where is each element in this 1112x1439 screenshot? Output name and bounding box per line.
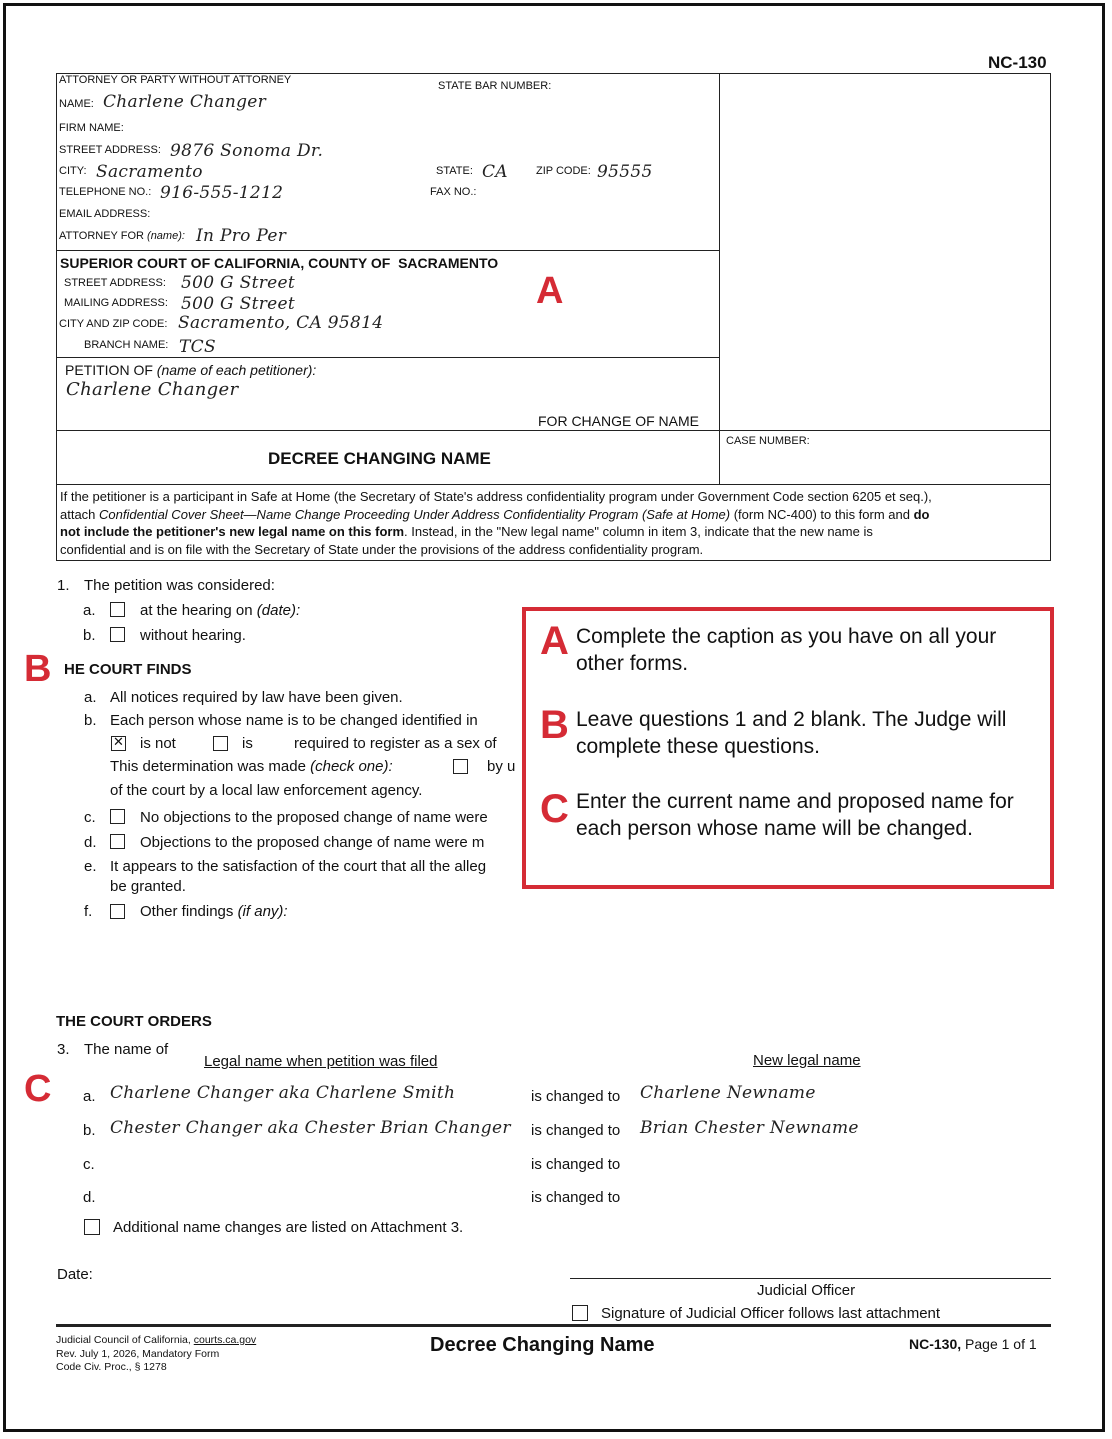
- orders-text: The name of: [84, 1041, 169, 1058]
- item1a-checkbox[interactable]: [110, 602, 125, 617]
- finding-b-isnot: is not: [140, 735, 176, 752]
- additional-names-text: Additional name changes are listed on Attachment 3.: [113, 1219, 464, 1236]
- callout-b-text: Leave questions 1 and 2 blank. The Judge will complete these questions.: [576, 708, 1007, 758]
- order-row-b-new[interactable]: Brian Chester Newname: [640, 1118, 859, 1138]
- caption-mid-line: [719, 73, 720, 484]
- callout-a-letter: A: [540, 619, 569, 663]
- signature-follows-checkbox[interactable]: [572, 1305, 588, 1321]
- order-row-b-legal[interactable]: Chester Changer aka Chester Brian Changer: [110, 1118, 511, 1138]
- order-row-a-new[interactable]: Charlene Newname: [640, 1083, 816, 1103]
- footer-page: NC-130, Page 1 of 1: [909, 1336, 1037, 1352]
- attorney-for-value[interactable]: In Pro Per: [196, 226, 287, 246]
- item1a-text: at the hearing on (date):: [140, 602, 301, 619]
- finding-b-is: is: [242, 735, 253, 752]
- footer-title: Decree Changing Name: [430, 1334, 655, 1356]
- finding-d-letter: d.: [84, 834, 97, 851]
- callout-b-letter: B: [540, 703, 569, 747]
- finding-e-text-2: be granted.: [110, 878, 186, 895]
- finding-b-determination: This determination was made (check one):: [110, 758, 393, 775]
- finding-f-text: Other findings (if any):: [140, 903, 288, 920]
- footer-revision: Rev. July 1, 2026, Mandatory Form: [56, 1347, 220, 1360]
- item1a-letter: a.: [83, 602, 96, 619]
- date-label: Date:: [57, 1266, 93, 1283]
- order-row-d-changed: is changed to: [531, 1189, 621, 1206]
- zip-label: ZIP CODE:: [536, 165, 591, 177]
- caption-left-line: [56, 73, 57, 484]
- branch-value[interactable]: TCS: [179, 337, 216, 357]
- court-street-label: STREET ADDRESS:: [64, 277, 166, 289]
- finding-c-letter: c.: [84, 809, 96, 826]
- judicial-officer-label: Judicial Officer: [757, 1282, 856, 1299]
- finding-c-text: No objections to the proposed change of name were: [140, 809, 488, 826]
- zip-value[interactable]: 95555: [597, 162, 653, 182]
- name-label: NAME:: [59, 98, 94, 110]
- court-mailing-label: MAILING ADDRESS:: [64, 297, 168, 309]
- phone-label: TELEPHONE NO.:: [59, 186, 152, 198]
- finding-b-letter: b.: [84, 712, 97, 729]
- footer-code: Code Civ. Proc., § 1278: [56, 1361, 167, 1373]
- city-value[interactable]: Sacramento: [96, 162, 203, 182]
- finding-f-checkbox[interactable]: [110, 904, 125, 919]
- court-city-value[interactable]: Sacramento, CA 95814: [178, 313, 384, 333]
- finding-b-is-checkbox[interactable]: [213, 736, 228, 751]
- orders-heading: THE COURT ORDERS: [56, 1013, 212, 1030]
- finding-b-text: Each person whose name is to be changed identified in: [110, 712, 478, 729]
- instructions-callout: [522, 607, 1054, 889]
- order-row-a-letter: a.: [83, 1088, 96, 1105]
- court-city-label: CITY AND ZIP CODE:: [59, 318, 168, 330]
- name-value[interactable]: Charlene Changer: [103, 92, 267, 112]
- notice-line-1: If the petitioner is a participant in Safe at Home (the Secretary of State's address confidentiality program under Government Code section 6205 et seq.),: [60, 489, 932, 504]
- item1-num: 1.: [57, 577, 70, 594]
- order-row-a-legal[interactable]: Charlene Changer aka Charlene Smith: [110, 1083, 456, 1103]
- order-row-b-changed: is changed to: [531, 1122, 621, 1139]
- caption-right-line: [1050, 73, 1051, 484]
- finding-f-letter: f.: [84, 903, 93, 920]
- petition-label: PETITION OF (name of each petitioner):: [65, 362, 317, 378]
- notice-line-3: not include the petitioner's new legal name on this form. Instead, in the "New legal name" column in item 3, indicate that the new name is: [60, 524, 873, 539]
- order-row-c-changed: is changed to: [531, 1156, 621, 1173]
- finding-b-by: by u: [487, 758, 516, 775]
- footer-council: Judicial Council of California, courts.ca.gov: [56, 1334, 257, 1346]
- branch-label: BRANCH NAME:: [84, 339, 169, 351]
- caption-divider-1: [56, 250, 719, 251]
- caption-divider-2: [56, 357, 719, 358]
- finding-d-checkbox[interactable]: [110, 834, 125, 849]
- footer-rule: [56, 1324, 1051, 1327]
- additional-names-checkbox[interactable]: [84, 1219, 100, 1235]
- case-number-label: CASE NUMBER:: [726, 435, 810, 447]
- finding-a-letter: a.: [84, 689, 97, 706]
- signature-follows-label: Signature of Judicial Officer follows last attachment: [601, 1305, 941, 1322]
- finding-e-text: It appears to the satisfaction of the court that all the alleg: [110, 858, 487, 875]
- city-label: CITY:: [59, 165, 87, 177]
- decree-title: DECREE CHANGING NAME: [268, 449, 491, 468]
- marker-c: C: [24, 1068, 52, 1110]
- order-row-a-changed: is changed to: [531, 1088, 621, 1105]
- item1b-text: without hearing.: [140, 627, 246, 644]
- attorney-for-label: ATTORNEY FOR (name):: [59, 230, 185, 242]
- notice-line-2: attach Confidential Cover Sheet—Name Change Proceeding Under Address Confidentiality Program (Safe at Home) (form NC-400) to this form and do: [60, 506, 930, 522]
- signature-line: [570, 1278, 1051, 1279]
- callout-a-text: Complete the caption as you have on all your other forms.: [576, 625, 997, 675]
- orders-num: 3.: [57, 1041, 70, 1058]
- col-legal-name: Legal name when petition was filed: [204, 1053, 438, 1070]
- state-label: STATE:: [436, 165, 473, 177]
- attorney-header: ATTORNEY OR PARTY WITHOUT ATTORNEY: [59, 74, 292, 86]
- court-label: SUPERIOR COURT OF CALIFORNIA, COUNTY OF SACRAMENTO: [60, 255, 499, 271]
- phone-value[interactable]: 916-555-1212: [160, 183, 284, 203]
- courts-link[interactable]: courts.ca.gov: [193, 1334, 257, 1346]
- state-bar-label: STATE BAR NUMBER:: [438, 80, 552, 92]
- order-row-c-letter: c.: [83, 1156, 95, 1173]
- finding-d-text: Objections to the proposed change of name were m: [140, 834, 485, 851]
- street-label: STREET ADDRESS:: [59, 144, 161, 156]
- finding-b-isnot-checkbox[interactable]: [111, 736, 126, 751]
- street-value[interactable]: 9876 Sonoma Dr.: [170, 141, 324, 161]
- callout-c-letter: C: [540, 787, 569, 831]
- item1-text: The petition was considered:: [84, 577, 275, 594]
- marker-b: B: [24, 648, 52, 690]
- finding-b-required: required to register as a sex of: [294, 735, 497, 752]
- firm-label: FIRM NAME:: [59, 122, 124, 134]
- item1b-letter: b.: [83, 627, 96, 644]
- findings-heading: HE COURT FINDS: [64, 661, 192, 678]
- caption-divider-3: [56, 430, 1051, 431]
- form-number: NC-130: [988, 53, 1047, 72]
- finding-c-checkbox[interactable]: [110, 809, 125, 824]
- callout-c-text: Enter the current name and proposed name for each person whose name will be changed.: [576, 790, 1014, 840]
- court-street-value[interactable]: 500 G Street: [181, 273, 295, 293]
- finding-a-text: All notices required by law have been given.: [110, 689, 403, 706]
- notice-line-4: confidential and is on file with the Secretary of State under the provisions of the address confidentiality program.: [60, 541, 704, 557]
- court-mailing-value[interactable]: 500 G Street: [181, 294, 295, 314]
- item1b-checkbox[interactable]: [110, 627, 125, 642]
- finding-b-local: of the court by a local law enforcement agency.: [110, 782, 423, 799]
- safe-at-home-notice: [56, 484, 1051, 561]
- order-row-d-letter: d.: [83, 1189, 96, 1206]
- state-value[interactable]: CA: [482, 162, 508, 182]
- for-change-label: FOR CHANGE OF NAME: [538, 413, 700, 429]
- finding-b-by-checkbox[interactable]: [453, 759, 468, 774]
- order-row-b-letter: b.: [83, 1122, 96, 1139]
- fax-label: FAX NO.:: [430, 186, 477, 198]
- email-label: EMAIL ADDRESS:: [59, 208, 151, 220]
- petition-value[interactable]: Charlene Changer: [66, 379, 239, 400]
- footer-left: [56, 1334, 256, 1375]
- marker-a: A: [536, 270, 564, 312]
- finding-e-letter: e.: [84, 858, 97, 875]
- col-new-name: New legal name: [753, 1052, 861, 1069]
